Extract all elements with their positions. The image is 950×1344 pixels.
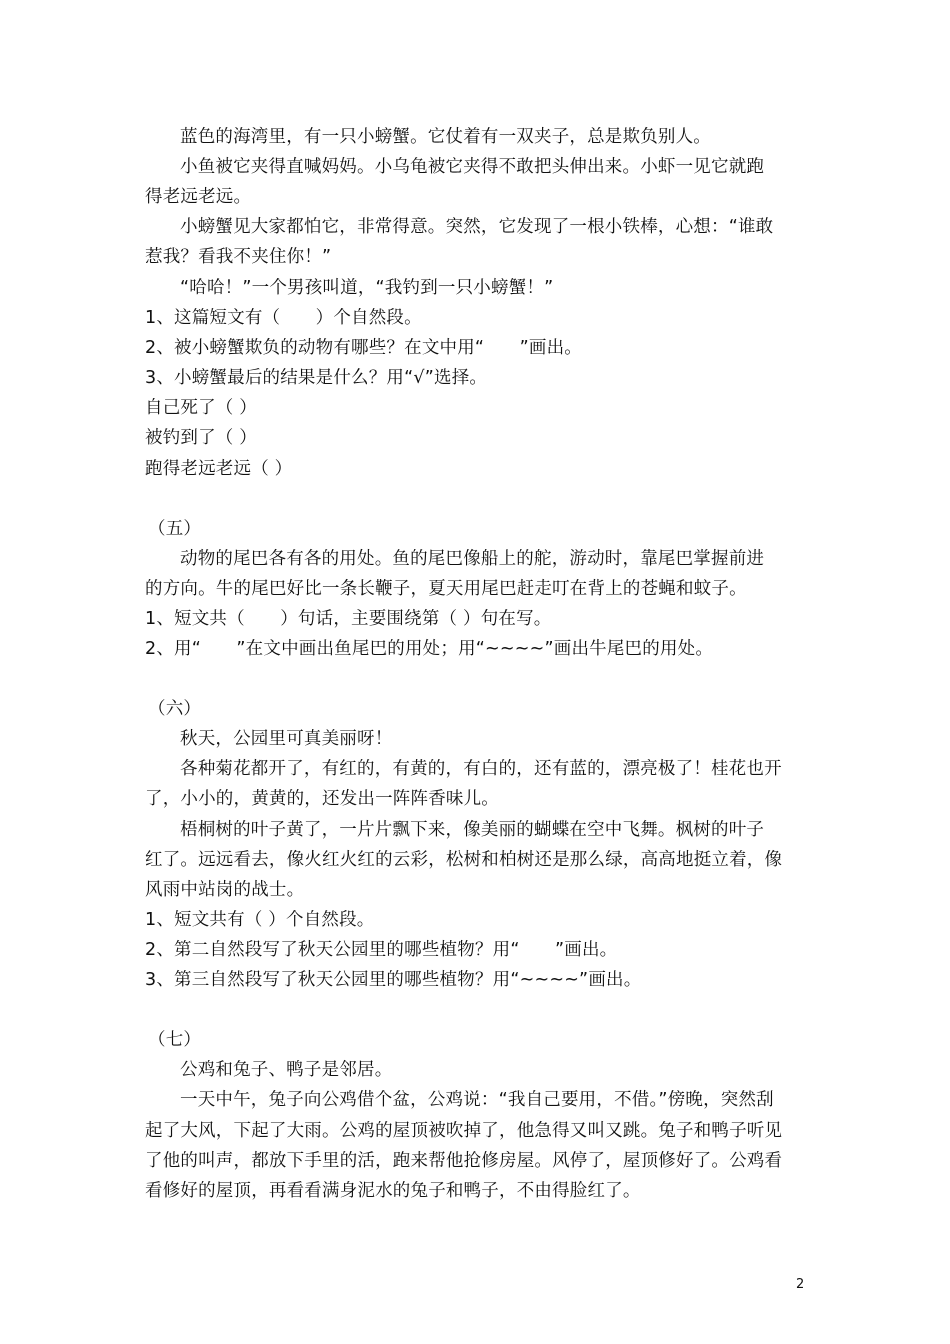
paragraph-line: 各种菊花都开了，有红的，有黄的，有白的，还有蓝的，漂亮极了！桂花也开 bbox=[180, 759, 782, 779]
paragraph-line: 公鸡和兔子、鸭子是邻居。 bbox=[180, 1060, 393, 1080]
paragraph-line: 看修好的屋顶，再看看满身泥水的兔子和鸭子，不由得脸红了。 bbox=[145, 1181, 641, 1201]
paragraph-line: 了，小小的，黄黄的，还发出一阵阵香味儿。 bbox=[145, 789, 499, 809]
section-heading: （七） bbox=[148, 1030, 202, 1050]
paragraph-line: 蓝色的海湾里，有一只小螃蟹。它仗着有一双夹子，总是欺负别人。 bbox=[180, 127, 711, 147]
paragraph-line: 一天中午，兔子向公鸡借个盆，公鸡说：“我自己要用，不借。”傍晚，突然刮 bbox=[180, 1090, 774, 1110]
paragraph-line: “哈哈！”一个男孩叫道，“我钓到一只小螃蟹！” bbox=[180, 278, 554, 298]
question: 3、第三自然段写了秋天公园里的哪些植物？用“~~~~”画出。 bbox=[145, 970, 642, 990]
question: 1、这篇短文有（ ）个自然段。 bbox=[145, 308, 422, 328]
question: 2、被小螃蟹欺负的动物有哪些？在文中用“ ”画出。 bbox=[145, 338, 582, 358]
answer-option: 跑得老远老远（ ） bbox=[145, 459, 293, 479]
question: 1、短文共有（ ）个自然段。 bbox=[145, 910, 375, 930]
paragraph-line: 小鱼被它夹得直喊妈妈。小乌龟被它夹得不敢把头伸出来。小虾一见它就跑 bbox=[180, 157, 765, 177]
paragraph-line: 得老远老远。 bbox=[145, 187, 252, 207]
paragraph-line: 了他的叫声，都放下手里的活，跑来帮他抢修房屋。风停了，屋顶修好了。公鸡看 bbox=[145, 1151, 783, 1171]
paragraph-line: 的方向。牛的尾巴好比一条长鞭子，夏天用尾巴赶走叮在背上的苍蝇和蚊子。 bbox=[145, 579, 747, 599]
paragraph-line: 惹我？看我不夹住你！” bbox=[145, 247, 332, 267]
section-heading: （五） bbox=[148, 519, 202, 539]
paragraph-line: 小螃蟹见大家都怕它，非常得意。突然，它发现了一根小铁棒，心想：“谁敢 bbox=[180, 217, 774, 237]
paragraph-line: 风雨中站岗的战士。 bbox=[145, 880, 305, 900]
question: 2、第二自然段写了秋天公园里的哪些植物？用“ ”画出。 bbox=[145, 940, 618, 960]
paragraph-line: 红了。远远看去，像火红火红的云彩，松树和柏树还是那么绿，高高地挺立着，像 bbox=[145, 850, 783, 870]
paragraph-line: 秋天，公园里可真美丽呀！ bbox=[180, 729, 393, 749]
question: 2、用“ ”在文中画出鱼尾巴的用处；用“~~~~”画出牛尾巴的用处。 bbox=[145, 639, 714, 659]
paragraph-line: 动物的尾巴各有各的用处。鱼的尾巴像船上的舵，游动时，靠尾巴掌握前进 bbox=[180, 549, 765, 569]
answer-option: 自己死了（ ） bbox=[145, 398, 257, 418]
question: 1、短文共（ ）句话，主要围绕第（ ）句在写。 bbox=[145, 609, 552, 629]
answer-option: 被钓到了（ ） bbox=[145, 428, 257, 448]
question: 3、小螃蟹最后的结果是什么？用“√”选择。 bbox=[145, 368, 488, 388]
section-heading: （六） bbox=[148, 699, 202, 719]
paragraph-line: 起了大风，下起了大雨。公鸡的屋顶被吹掉了，他急得又叫又跳。兔子和鸭子听见 bbox=[145, 1121, 783, 1141]
page-number: 2 bbox=[796, 1277, 805, 1292]
paragraph-line: 梧桐树的叶子黄了，一片片飘下来，像美丽的蝴蝶在空中飞舞。枫树的叶子 bbox=[180, 820, 765, 840]
